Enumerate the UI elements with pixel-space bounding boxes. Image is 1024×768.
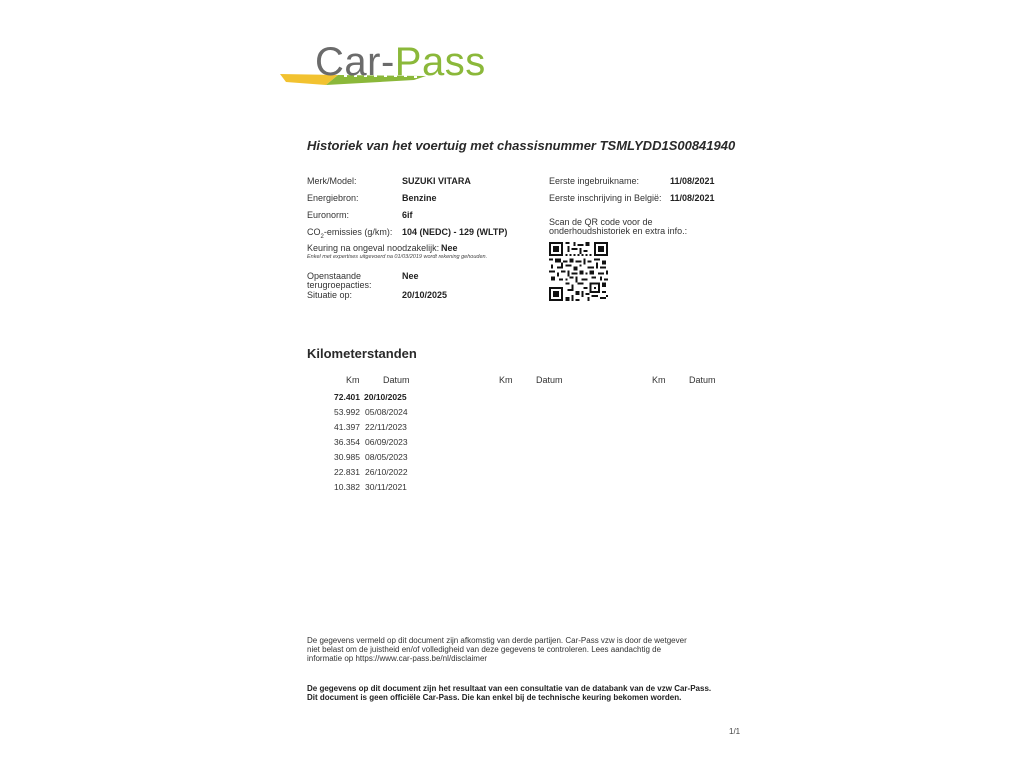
date-column-header-1: Datum — [383, 375, 410, 385]
logo-text-car: Car- — [315, 40, 395, 84]
km-column-header-1: Km — [346, 375, 360, 385]
disclaimer-line: Dit document is geen officiële Car-Pass. Die kan enkel bij de technische keuring bekomen worden. — [307, 693, 682, 702]
km-cell: 53.992 — [334, 407, 360, 417]
document-title: Historiek van het voertuig met chassisnummer TSMLYDD1S00841940 — [307, 138, 736, 153]
make-label: Merk/Model: — [307, 176, 357, 186]
km-cell: 10.382 — [334, 482, 360, 492]
energy-value: Benzine — [402, 193, 437, 203]
inspection-value: Nee — [441, 243, 458, 253]
recall-label-line2: terugroepacties: — [307, 280, 372, 290]
disclaimer-paragraph-1 — [307, 636, 727, 663]
car-pass-logo — [278, 40, 486, 90]
co2-label-sub: 2 — [320, 233, 324, 240]
km-cell: 72.401 — [334, 392, 360, 402]
logo-text-pass: Pass — [394, 40, 486, 84]
date-cell: 05/08/2024 — [365, 407, 408, 417]
date-cell: 22/11/2023 — [365, 422, 407, 432]
date-cell: 26/10/2022 — [365, 467, 408, 477]
date-cell: 30/11/2021 — [365, 482, 407, 492]
recall-label-line1: Openstaande — [307, 271, 362, 281]
first-use-value: 11/08/2021 — [670, 176, 715, 186]
co2-label-post: -emissies (g/km): — [323, 227, 393, 237]
km-cell: 41.397 — [334, 422, 360, 432]
first-use-label: Eerste ingebruikname: — [549, 176, 640, 186]
km-cell: 30.985 — [334, 452, 360, 462]
first-registration-value: 11/08/2021 — [670, 193, 715, 203]
energy-label: Energiebron: — [307, 193, 359, 203]
co2-label-pre: CO — [307, 227, 321, 237]
km-cell: 36.354 — [334, 437, 360, 447]
km-column-header-3: Km — [652, 375, 666, 385]
disclaimer-line: De gegevens vermeld op dit document zijn afkomstig van derde partijen. Car-Pass vzw is door de wetgever — [307, 636, 687, 645]
date-column-header-3: Datum — [689, 375, 716, 385]
first-registration-label: Eerste inschrijving in België: — [549, 193, 662, 203]
status-value: 20/10/2025 — [402, 290, 448, 300]
date-column-header-2: Datum — [536, 375, 563, 385]
disclaimer-line: De gegevens op dit document zijn het resultaat van een consultatie van de databank van de vzw Car-Pass. — [307, 684, 712, 693]
disclaimer-paragraph-2 — [307, 684, 727, 702]
qr-instruction-line2: onderhoudshistoriek en extra info.: — [549, 226, 688, 236]
co2-value: 104 (NEDC) - 129 (WLTP) — [402, 227, 508, 237]
page-number: 1/1 — [729, 727, 741, 736]
inspection-label: Keuring na ongeval noodzakelijk: — [307, 243, 440, 253]
qr-code-icon[interactable] — [549, 242, 608, 301]
date-cell: 08/05/2023 — [365, 452, 408, 462]
make-value: SUZUKI VITARA — [402, 176, 471, 186]
co2-label — [307, 227, 392, 243]
recall-value: Nee — [402, 271, 419, 281]
date-cell: 06/09/2023 — [365, 437, 408, 447]
euronorm-label: Euronorm: — [307, 210, 350, 220]
euronorm-value: 6if — [402, 210, 413, 220]
inspection-note: Enkel met expertises uitgevoerd na 01/03/2019 wordt rekening gehouden. — [307, 254, 488, 260]
km-section-title: Kilometerstanden — [307, 346, 417, 361]
status-label: Situatie op: — [307, 290, 353, 300]
km-cell: 22.831 — [334, 467, 360, 477]
km-column-header-2: Km — [499, 375, 513, 385]
qr-instruction-line1: Scan de QR code voor de — [549, 217, 653, 227]
disclaimer-link-line[interactable]: informatie op https://www.car-pass.be/nl/disclaimer — [307, 654, 488, 663]
logo-text — [315, 42, 486, 82]
date-cell: 20/10/2025 — [364, 392, 407, 402]
disclaimer-line: niet belast om de juistheid en/of volledigheid van deze gegevens te controleren. Lees aandachtig de — [307, 645, 662, 654]
